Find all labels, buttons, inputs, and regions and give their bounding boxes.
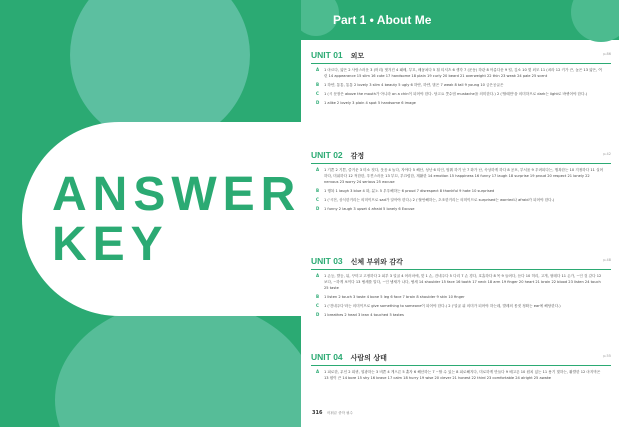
header-circle-right	[571, 0, 619, 42]
unit-number: UNIT 01	[311, 50, 343, 60]
part-title: Part 1 • About Me	[333, 13, 432, 27]
unit-section	[311, 352, 611, 381]
answer-row	[311, 303, 611, 309]
row-text: 1 breathes 2 head 3 lean 4 touched 5 tastes	[324, 313, 404, 317]
unit-page-ref: p.48	[603, 258, 611, 262]
row-letter: A	[316, 369, 320, 374]
answer-row	[311, 188, 611, 194]
row-letter: B	[316, 82, 320, 87]
row-letter: D	[316, 100, 320, 105]
answer-row	[311, 206, 611, 212]
row-text: 1 alike 2 lovely 3 plain 4 spot 5 handsome 6 image	[324, 101, 416, 105]
unit-number: UNIT 03	[311, 256, 343, 266]
unit-subtitle: 외모	[350, 52, 365, 60]
row-letter: C	[316, 91, 319, 96]
answer-row	[311, 167, 611, 185]
row-letter: D	[316, 312, 320, 317]
row-letter: B	[316, 294, 320, 299]
row-letter: D	[316, 206, 320, 211]
row-letter: C	[316, 303, 319, 308]
unit-number: UNIT 04	[311, 352, 343, 362]
unit-page-ref: p.55	[603, 354, 611, 358]
row-text: 1 손등, 발등, 뒤, 꾸미고 고정하다 2 피부 3 얼굴 4 어러마에, 맞 1 손, 건네주다 5 다리 7 손 경다, 호흡하다 8 목 9 들려다, 듣다 10 허리, 고개, 형테다 11 손가, ~인 것 같다 12 보다, ~하게 보이다 13 냄새를 말다, ~인 냄새가 나다, 냄새 14 shoulder 15 face 16 tooth 17 neck 18 arm 19 finger 20 heart 21 brain 22 blood 23 listen 24 touch 25 taste	[324, 274, 602, 290]
answer-row	[311, 294, 611, 300]
unit-number: UNIT 02	[311, 150, 343, 160]
row-letter: A	[316, 273, 320, 278]
row-text: 1 listen 2 touch 3 taste 4 bone 5 leg 6 face 7 brain 8 shoulder 9 skin 10 finger	[324, 295, 465, 299]
book-title: 어휘끝 중학 필수	[327, 411, 353, 415]
row-text: 1 마르다, 얇은 2 사랑스러운 3 (머리) 벗겨진 4 패배, 부끄, 배꼽쳐다 5 흰 티셔츠 6 생각 7 (운동) 하관 8 아름다운 9 털, 깊소 10 몇 외모 11 (쇠라 12 키가 큰, 높은 13 얇은, 여린 14 appearance 15 slim 16 cute 17 handsome 18 plain 19 curly 20 beard 21 overweight 22 thin 23 weak 24 pale 25 scent	[324, 68, 602, 78]
unit-section	[311, 50, 611, 106]
row-text: 1 funny 2 laugh 3 upset 4 afraid 5 lonely 6 Excuse	[324, 207, 415, 211]
decorative-circle-bottom	[55, 300, 301, 427]
unit-page-ref: p.42	[603, 152, 611, 156]
unit-subtitle: 사람의 상태	[350, 354, 387, 362]
part-header	[301, 0, 619, 40]
row-text: 1 ('건네주다'라는 의미이므로 give something to someone이 되어야 한다.) 2 ('얼굴 위 의미가 되어야 하는데, 발레의 몸짓 정확는 ear에 해당한다.)	[324, 304, 561, 308]
answer-row	[311, 100, 611, 106]
answer-page	[301, 0, 619, 427]
answer-row	[311, 369, 611, 381]
row-text: 1 (시 문장은 above the mouth가 아니라 on a chin이 되어야 한다. 당고요 콧수염 mustache을 의미한다.) 2 ('할때만'을 의미하므로 dark는 light로 바뀌어야 한다.)	[324, 92, 588, 96]
page-number: 316	[312, 410, 323, 416]
answer-row	[311, 91, 611, 97]
row-text: 1 피로한, 무인 2 희귀, 열광하는 3 비쁜 4 게으른 5 훈자 6 해산하는 7 ~할 수 있는 8 피로해지다, 미로하게 만들다 9 배고픈 10 원치 있는 11 용기 빛하는, 활발한 12 마지막은 13 원이 큰 14 bore 15 shy 16 brave 17 calm 18 hurry 19 wise 20 clever 21 honest 22 third 23 comfortable 24 alright 25 awake	[324, 370, 601, 380]
unit-page-ref: p.86	[603, 52, 611, 56]
answer-row	[311, 273, 611, 291]
row-text: 1 하얀, 통통, 통통 2 lovely 3 slim 4 beauty 5 ugly 6 하얀, 하얀, 많은 7 weak 8 tall 9 young 10 금은공글은	[324, 83, 504, 87]
unit-heading	[311, 50, 611, 64]
answer-row	[311, 67, 611, 79]
cover-title: ANSWER KEY	[52, 168, 301, 271]
unit-section	[311, 256, 611, 318]
unit-section	[311, 150, 611, 212]
answer-row	[311, 197, 611, 203]
answer-key-cover	[0, 0, 301, 427]
answer-row	[311, 312, 611, 318]
unit-subtitle: 신체 부위와 감각	[350, 258, 403, 266]
unit-heading	[311, 256, 611, 270]
row-letter: A	[316, 167, 320, 172]
row-text: 1 ('시전, 상식한거리는 의미이므로 sad가 알아야 한다.) 2 ('불안해하는, 초조한거리는 의미이므로 surprised는 worried나 afraid가 되어야 한다.)	[324, 198, 555, 202]
unit-heading	[311, 352, 611, 366]
answer-row	[311, 82, 611, 88]
row-letter: C	[316, 197, 319, 202]
unit-heading	[311, 150, 611, 164]
row-letter: B	[316, 188, 320, 193]
row-text: 1 행복 1 laugh 3 blue 4 화, 분노 5 우우해하는 6 proud 7 disrespect 8 thankful 9 hate 10 surprised	[324, 189, 495, 193]
unit-subtitle: 감정	[350, 152, 365, 160]
row-letter: A	[316, 67, 320, 72]
row-text: 1 기쁜 2 기쁜, 즐거운 3 미소 짓다, 웃음 4 놀다, 자야다 5 해산, 성난 6 티인, 멈춰 하기 난 7 화가 난, 속상하게 하다 8 공포, 부서움 9 우려되다는, 행복한는 10 걱정하다 11 실어하다, 미워하다 12 적한한, 우견스러운 13 부끄, 부끄럽한, 재활한 14 emotion 15 happiness 16 funny 17 laugh 18 surprise 19 proud 20 respect 21 lonely 22 nervous 23 worry 24 serious 25 excuse	[324, 168, 604, 184]
